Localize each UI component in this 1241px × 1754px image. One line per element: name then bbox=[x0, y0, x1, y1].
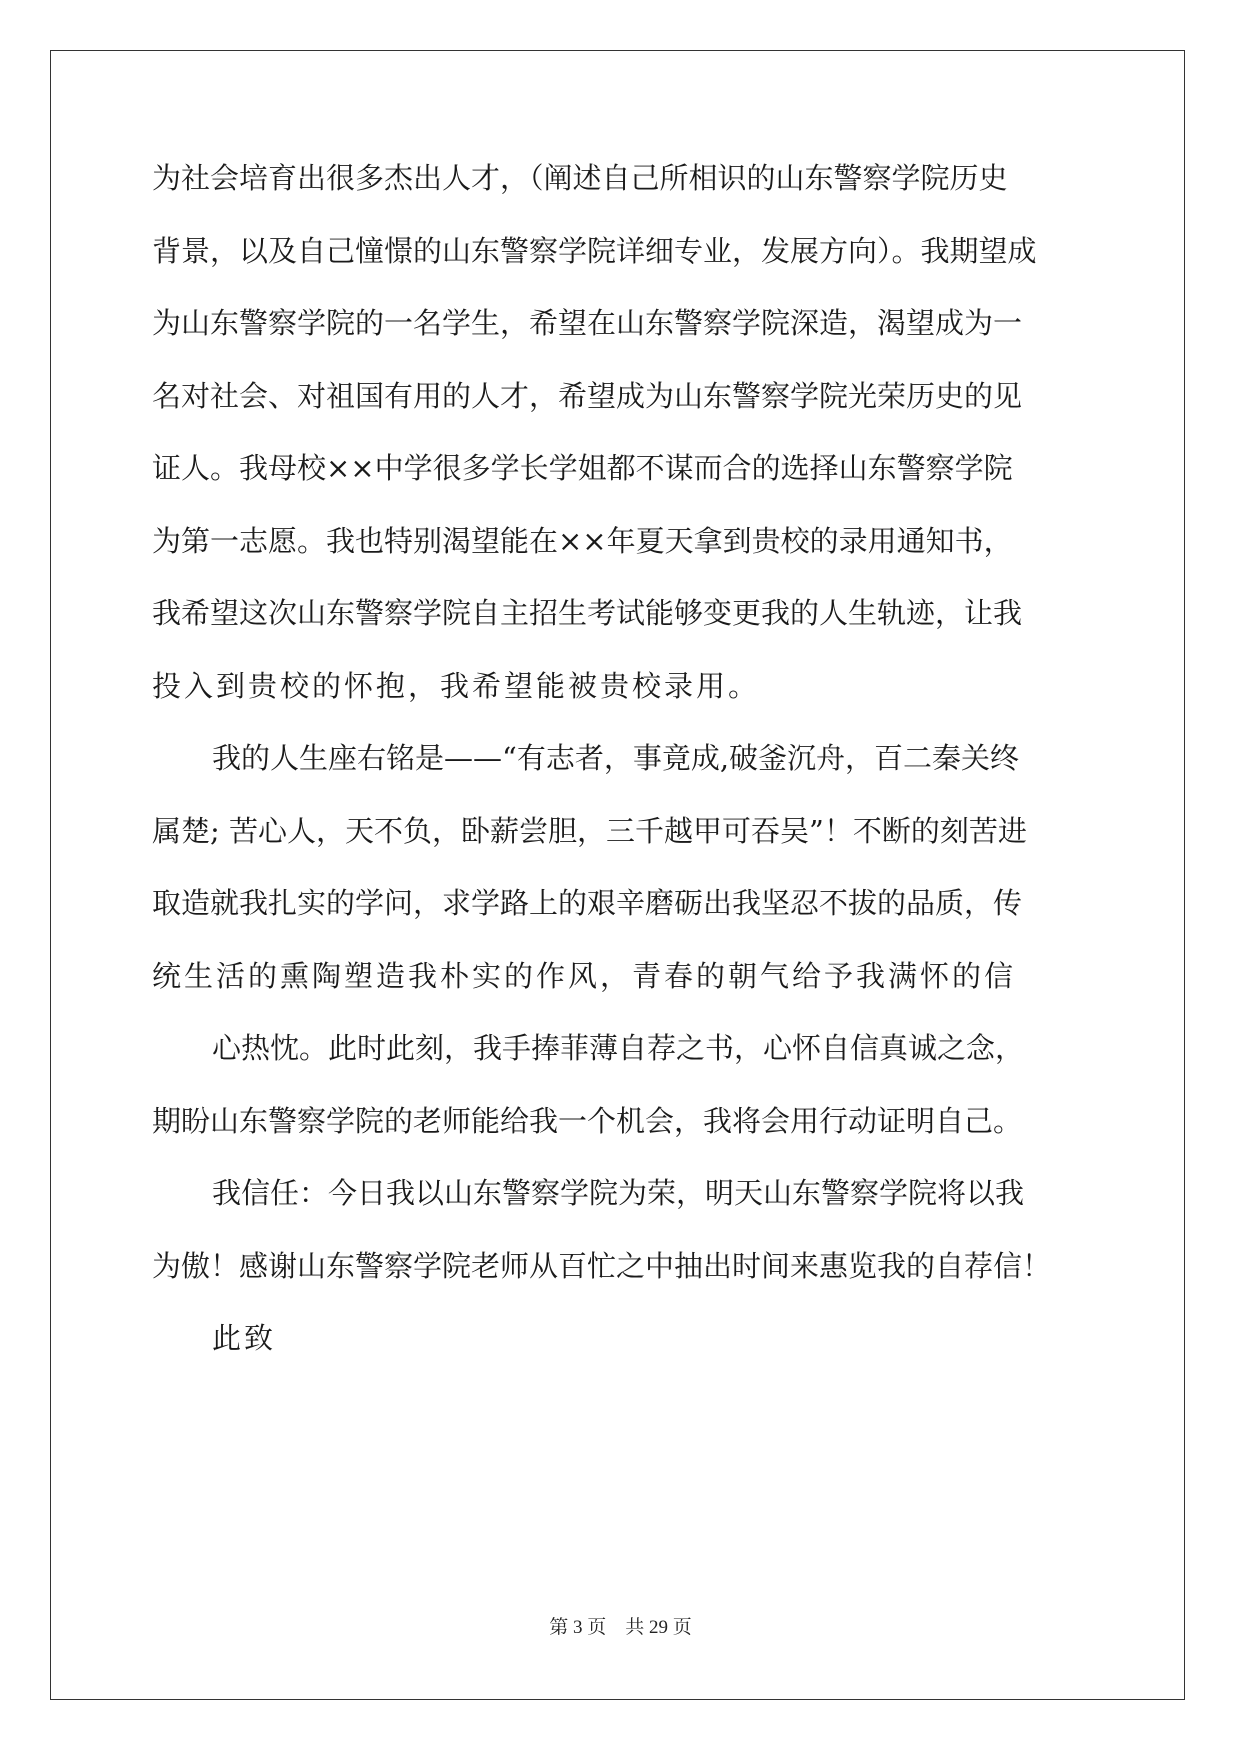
text-line: 属楚; 苦心人，天不负，卧薪尝胆，三千越甲可吞吴”！不断的刻苦进 bbox=[152, 814, 1027, 848]
text-line: 名对社会、对祖国有用的人才，希望成为山东警察学院光荣历史的见 bbox=[152, 379, 1023, 413]
text-line: 投入到贵校的怀抱，我希望能被贵校录用。 bbox=[152, 669, 761, 703]
text-line: 期盼山东警察学院的老师能给我一个机会，我将会用行动证明自己。 bbox=[152, 1104, 1023, 1138]
text-line: 为第一志愿。我也特别渴望能在××年夏天拿到贵校的录用通知书， bbox=[152, 524, 1013, 558]
text-line: 我希望这次山东警察学院自主招生考试能够变更我的人生轨迹，让我 bbox=[152, 596, 1023, 630]
text-line: 我的人生座右铭是——“有志者，事竟成,破釜沉舟，百二秦关终 bbox=[212, 741, 1020, 775]
text-line: 心热忱。此时此刻，我手捧菲薄自荐之书，心怀自信真诚之念， bbox=[212, 1031, 1025, 1065]
text-line: 统生活的熏陶塑造我朴实的作风，青春的朝气给予我满怀的信 bbox=[152, 959, 1017, 993]
text-line: 取造就我扎实的学问，求学路上的艰辛磨砺出我坚忍不拔的品质，传 bbox=[152, 886, 1023, 920]
text-line: 此致 bbox=[212, 1321, 277, 1355]
text-line: 为社会培育出很多杰出人才，（阐述自己所相识的山东警察学院历史 bbox=[152, 161, 1008, 195]
text-line: 为傲！感谢山东警察学院老师从百忙之中抽出时间来惠览我的自荐信！ bbox=[152, 1249, 1052, 1283]
text-line: 为山东警察学院的一名学生，希望在山东警察学院深造，渴望成为一 bbox=[152, 306, 1023, 340]
page-number-footer: 第 3 页 共 29 页 bbox=[549, 1617, 692, 1638]
page-border bbox=[50, 50, 1185, 1700]
text-line: 背景，以及自己憧憬的山东警察学院详细专业，发展方向）。我期望成 bbox=[152, 234, 1037, 268]
text-line: 证人。我母校××中学很多学长学姐都不谋而合的选择山东警察学院 bbox=[152, 451, 1013, 485]
text-line: 我信任：今日我以山东警察学院为荣，明天山东警察学院将以我 bbox=[212, 1176, 1025, 1210]
